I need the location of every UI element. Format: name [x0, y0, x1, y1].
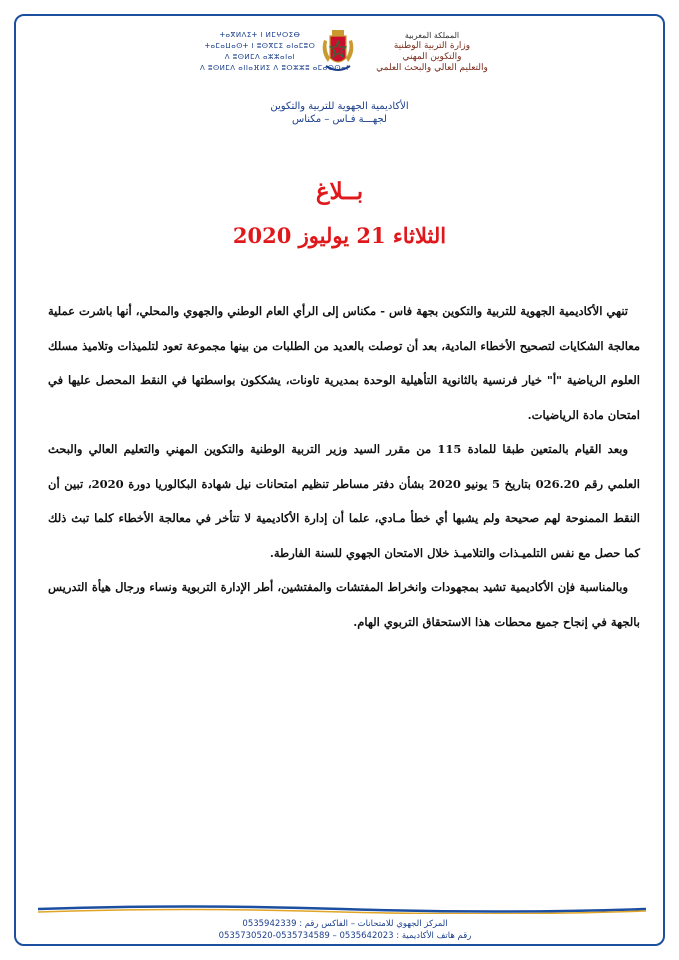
letterhead: [0, 22, 679, 82]
body-paragraph: وبعد القيام بالمتعين طبقا للمادة 115 من مقرر السيد وزير التربية الوطنية والتكوين المهني والتعليم العالي والبحث العلمي رقم 026.20 بتاريخ 5 يونيو 2020 بشأن دفتر مساطر تنظيم امتحانات نيل شهادة البكالوريا دورة 2020، تبين أن النقط الممنوحة لهم صحيحة ولم يشبها أي خطأ مـادي، علما أن إدارة الأكاديمية لا تتأخر في معالجة الأخطاء كلما تبث ذلك كما حصل مع نفس التلميـذات والتلاميـذ خلال الامتحان الجهوي للسنة الفارطة.: [48, 442, 640, 560]
academy-line: لجهـــة فـاس – مكناس: [292, 114, 387, 125]
footer-decorative-bar: [38, 904, 646, 914]
academy-line: الأكاديمية الجهوية للتربية والتكوين: [270, 101, 409, 112]
tifinagh-ministry-name: [200, 30, 349, 74]
ministry-name: [362, 30, 502, 74]
ministry-line: المملكة المغربية: [404, 31, 460, 40]
notice-title: بــلاغ: [315, 178, 364, 205]
notice-date: الثلاثاء 21 يوليوز 2020: [232, 223, 447, 248]
tifinagh-line: ⵜⴰⴳⵍⴷⵉⵜ ⵏ ⵍⵎⵖⵔⵉⴱ: [219, 31, 301, 39]
footer-contact: [180, 918, 510, 942]
academy-name: [200, 100, 479, 126]
notice-body: [48, 294, 640, 639]
moroccan-coat-of-arms-icon: [318, 28, 358, 78]
tifinagh-line: ⴷ ⵓⵙⵍⵎⴷ ⴰⵏⵏⴰⴼⵍⵉ ⴷ ⵓⵔⵣⵣⵓ ⴰⵎⴰⵙⵙⴰⵏ: [200, 64, 349, 72]
body-paragraph: تنهي الأكاديمية الجهوية للتربية والتكوين بجهة فاس - مكناس إلى الرأي العام الوطني والجهوي والمحلي، أنها باشرت عملية معالجة الشكايات لتصحيح الأخطاء المادية، بعد أن توصلت بالعديد من الطلبات من بينها مجموعة تعود لتلميذات وتلاميذ مسلك العلوم الرياضية "أ" خيار فرنسية بالثانوية التأهيلية الوحدة بمديرية تاونات، يشككون بواسطتها في النقط المحصل عليها في امتحان مادة الرياضيات.: [48, 304, 641, 422]
ministry-line: والتعليم العالي والبحث العلمي: [376, 63, 488, 73]
tifinagh-line: ⴷ ⵓⵙⵍⵎⴷ ⴰⵣⵣⴰⵏⴰⵏ: [224, 53, 296, 61]
footer-phone: رقم هاتف الأكاديمية : 0535642023 – 0535734589-0535730520: [218, 931, 472, 941]
tifinagh-line: ⵜⴰⵎⴰⵡⴰⵙⵜ ⵏ ⵓⵙⴳⵎⵉ ⴰⵏⴰⵎⵓⵔ: [204, 42, 316, 50]
ministry-line: وزارة التربية الوطنية: [393, 41, 471, 51]
footer-fax: المركز الجهوي للامتحانات – الفاكس رقم : 0535942339: [242, 919, 448, 929]
ministry-line: والتكوين المهني: [402, 52, 462, 62]
body-paragraph: وبالمناسبة فإن الأكاديمية تشيد بمجهودات وانخراط المفتشات والمفتشين، أطر الإدارة التربوية ونساء ورجال هيأة التدريس بالجهة في إنجاح جميع محطات هذا الاستحقاق التربوي الهام.: [48, 580, 640, 629]
